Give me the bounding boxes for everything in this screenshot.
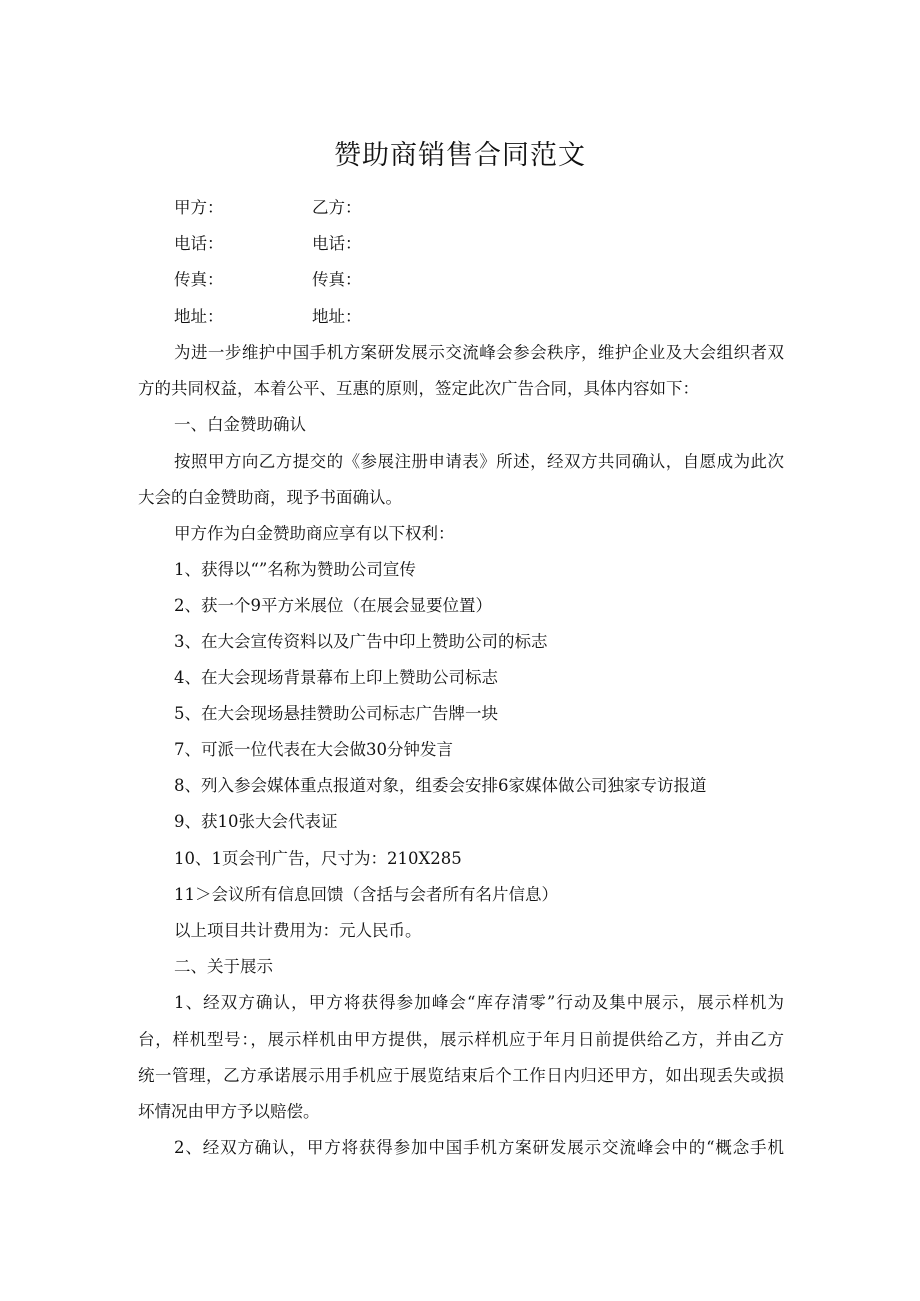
section-2-paragraph-1-line-4: 坏情况由甲方予以赔偿。 (138, 1102, 320, 1121)
address-b-label: 地址： (312, 307, 362, 326)
party-b-label: 乙方： (312, 198, 362, 217)
section-2-paragraph-2-line-1: 2、经双方确认，甲方将获得参加中国手机方案研发展示交流峰会中的“概念手机 (174, 1138, 784, 1157)
document-title: 赞助商销售合同范文 (334, 140, 586, 171)
intro-paragraph-line-1: 为进一步维护中国手机方案研发展示交流峰会参会秩序，维护企业及大会组织者双 (174, 343, 784, 362)
rights-item: 4、在大会现场背景幕布上印上赞助公司标志 (174, 668, 498, 687)
section-1-paragraph-line-1: 按照甲方向乙方提交的《参展注册申请表》所述，经双方共同确认，自愿成为此次 (174, 452, 784, 471)
rights-item: 10、1页会刊广告，尺寸为：210X285 (174, 849, 462, 868)
party-a-label: 甲方： (174, 198, 224, 217)
fax-b-label: 传真： (312, 270, 362, 289)
rights-item: 2、获一个9平方米展位（在展会显要位置） (174, 596, 492, 615)
rights-item: 8、列入参会媒体重点报道对象，组委会安排6家媒体做公司独家专访报道 (174, 776, 707, 795)
rights-item: 7、可派一位代表在大会做30分钟发言 (174, 740, 453, 759)
rights-item: 5、在大会现场悬挂赞助公司标志广告牌一块 (174, 704, 498, 723)
intro-paragraph-line-2: 方的共同权益，本着公平、互惠的原则，签定此次广告合同，具体内容如下： (138, 379, 699, 398)
section-2-paragraph-1-line-3: 统一管理，乙方承诺展示用手机应于展览结束后个工作日内归还甲方，如出现丢失或损 (138, 1066, 784, 1085)
section-2-heading: 二、关于展示 (174, 957, 273, 976)
address-a-label: 地址： (174, 307, 224, 326)
section-1-paragraph-line-2: 大会的白金赞助商，现予书面确认。 (138, 488, 402, 507)
total-fee-line: 以上项目共计费用为：元人民币。 (174, 921, 422, 940)
phone-a-label: 电话： (174, 234, 224, 253)
rights-item: 9、获10张大会代表证 (174, 812, 338, 831)
section-2-paragraph-1-line-1: 1、经双方确认，甲方将获得参加峰会“库存清零”行动及集中展示，展示样机为 (174, 993, 784, 1012)
rights-item: 3、在大会宣传资料以及广告中印上赞助公司的标志 (174, 632, 548, 651)
rights-item: 11＞会议所有信息回馈（含括与会者所有名片信息） (174, 885, 558, 904)
section-1-heading: 一、白金赞助确认 (174, 415, 306, 434)
rights-intro: 甲方作为白金赞助商应享有以下权利： (174, 524, 455, 543)
rights-item: 1、获得以“”名称为赞助公司宣传 (174, 560, 416, 579)
fax-a-label: 传真： (174, 270, 224, 289)
phone-b-label: 电话： (312, 234, 362, 253)
section-2-paragraph-1-line-2: 台，样机型号：，展示样机由甲方提供，展示样机应于年月日前提供给乙方，并由乙方 (138, 1030, 784, 1049)
